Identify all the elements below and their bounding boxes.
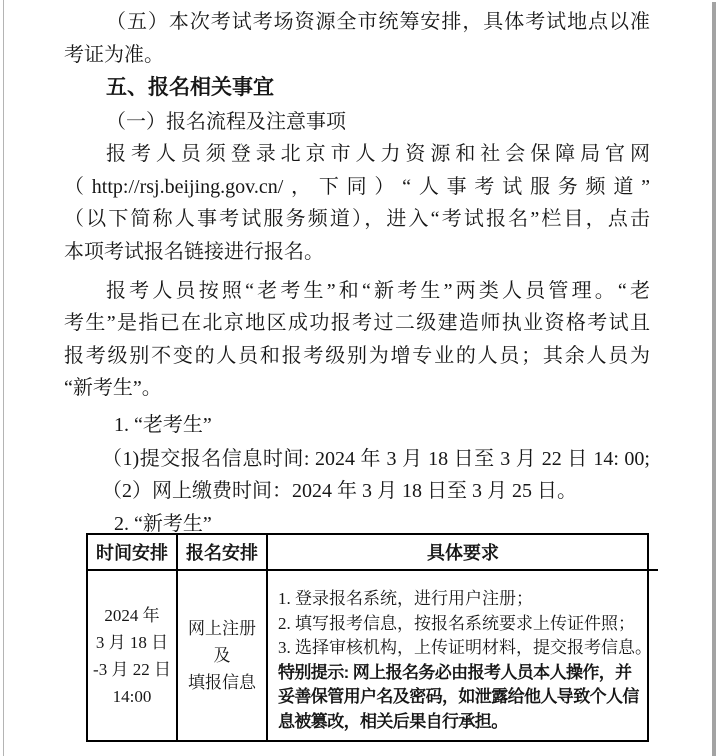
requirement-step: 1. 登录报名系统，进行用户注册； bbox=[278, 589, 533, 608]
special-notice-line: 妥善保管用户名及密码，如泄露给他人导致个人信 bbox=[278, 687, 639, 706]
time-line: 14:00 bbox=[112, 686, 152, 706]
table-cell-requirements bbox=[268, 571, 658, 740]
time-line: -3 月 22 日 bbox=[93, 659, 171, 679]
doc-line: （以下简称人事考试服务频道），进入“考试报名”栏目，点击 bbox=[64, 208, 650, 230]
doc-line-url: （http://rsj.beijing.gov.cn/，下同）“人事考试服务频道” bbox=[64, 176, 650, 198]
stage-line: 网上注册 bbox=[188, 619, 256, 638]
time-line: 2024 年 bbox=[104, 605, 160, 625]
doc-line: 考生”是指已在北京地区成功报考过二级建造师执业资格考试且 bbox=[64, 312, 650, 334]
table-header-requirement: 具体要求 bbox=[268, 535, 658, 571]
section-heading: 五、报名相关事宜 bbox=[106, 76, 274, 99]
requirement-step: 3. 选择审核机构，上传证明材料，提交报考信息。 bbox=[278, 638, 652, 657]
list-item-submit-time: （1)提交报名信息时间: 2024 年 3 月 18 日至 3 月 22 日 14: 00; bbox=[102, 448, 650, 470]
registration-table bbox=[86, 533, 652, 742]
subsection-heading: （一）报名流程及注意事项 bbox=[106, 111, 346, 133]
doc-line: （五）本次考试考场资源全市统筹安排，具体考试地点以准 bbox=[106, 11, 650, 33]
stage-line: 填报信息 bbox=[188, 673, 256, 692]
special-notice-line: 息被篡改，相关后果自行承担。 bbox=[278, 711, 508, 731]
doc-line: 考证为准。 bbox=[64, 44, 164, 66]
page-left-edge-line bbox=[3, 0, 4, 756]
doc-line: 报考人员按照“老考生”和“新考生”两类人员管理。“老 bbox=[106, 280, 650, 302]
list-item-pay-time: （2）网上缴费时间：2024 年 3 月 18 日至 3 月 25 日。 bbox=[102, 480, 577, 502]
doc-line: 本项考试报名链接进行报名。 bbox=[64, 241, 324, 263]
table-cell-stage bbox=[178, 571, 268, 740]
table-header-time: 时间安排 bbox=[88, 535, 178, 571]
special-notice-line: 特别提示: 网上报名务必由报考人员本人操作，并 bbox=[278, 662, 632, 682]
doc-line: 报考人员须登录北京市人力资源和社会保障局官网 bbox=[106, 143, 650, 165]
doc-line: “新考生”。 bbox=[64, 377, 162, 399]
page-right-edge-line bbox=[712, 2, 716, 756]
list-item-old-candidates: 1. “老考生” bbox=[114, 414, 212, 436]
doc-line: 报考级别不变的人员和报考级别为增专业的人员；其余人员为 bbox=[64, 345, 650, 367]
requirement-step: 2. 填写报考信息，按报名系统要求上传证件照； bbox=[278, 613, 635, 633]
time-line: 3 月 18 日 bbox=[95, 632, 169, 652]
stage-line: 及 bbox=[213, 646, 231, 665]
table-header-stage: 报名安排 bbox=[178, 535, 268, 571]
table-cell-time bbox=[88, 571, 178, 740]
list-item-new-candidates: 2. “新考生” bbox=[114, 513, 212, 535]
